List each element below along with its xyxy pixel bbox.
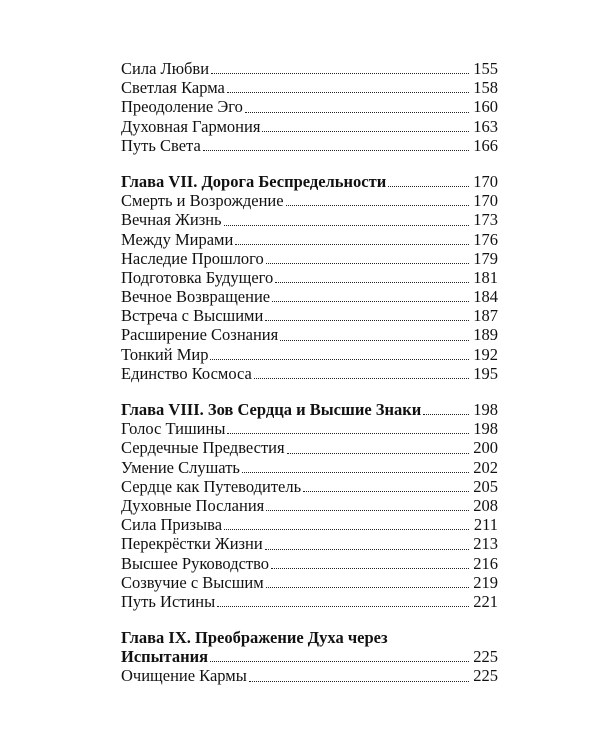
chapter-heading <box>121 172 498 191</box>
toc-entry-title: Духовные Послания <box>121 495 265 515</box>
toc-entry-page: 160 <box>473 97 498 117</box>
dot-leader <box>224 528 469 530</box>
section-gap <box>121 155 498 172</box>
toc-entry-title: Путь Света <box>121 135 201 155</box>
chapter-title-line1: Глава IX. Преображение Духа через <box>121 628 388 648</box>
dot-leader <box>235 243 469 245</box>
chapter-heading <box>121 628 498 666</box>
toc-entry-title: Высшее Руководство <box>121 553 270 573</box>
toc-entry <box>121 191 498 210</box>
toc-entry-title: Очищение Кармы <box>121 666 247 686</box>
toc-entry-page: 170 <box>473 191 498 211</box>
toc-entry <box>121 458 498 477</box>
toc-entry-title: Смерть и Возрождение <box>121 191 284 211</box>
toc-entry <box>121 666 498 685</box>
dot-leader <box>266 262 469 264</box>
dot-leader <box>271 567 469 569</box>
toc-entry-title: Голос Тишины <box>121 419 226 439</box>
dot-leader <box>227 91 469 93</box>
toc-entry <box>121 230 498 249</box>
toc-entry-title: Созвучие с Высшим <box>121 572 264 592</box>
toc-entry-page: 173 <box>473 210 498 230</box>
toc-entry <box>121 136 498 155</box>
toc-entry-title: Умение Слушать <box>121 457 240 477</box>
toc-entry-page: 216 <box>473 553 498 573</box>
toc-entry <box>121 496 498 515</box>
toc-entry-page: 195 <box>473 363 498 383</box>
chapter-page: 170 <box>473 171 498 191</box>
table-of-contents <box>121 59 498 686</box>
toc-entry-title: Сердечные Предвестия <box>121 438 285 458</box>
toc-entry-title: Вечное Возвращение <box>121 287 271 307</box>
toc-entry <box>121 59 498 78</box>
toc-entry <box>121 515 498 534</box>
toc-entry-page: 176 <box>473 229 498 249</box>
dot-leader <box>423 413 469 415</box>
toc-entry <box>121 210 498 229</box>
dot-leader <box>266 509 469 511</box>
toc-entry-title: Вечная Жизнь <box>121 210 222 230</box>
toc-entry-page: 163 <box>473 116 498 136</box>
dot-leader <box>265 548 469 550</box>
dot-leader <box>275 281 469 283</box>
toc-entry <box>121 573 498 592</box>
toc-entry-page: 189 <box>473 325 498 345</box>
dot-leader <box>272 300 469 302</box>
toc-entry-title: Сила Любви <box>121 59 210 78</box>
dot-leader <box>203 149 469 151</box>
toc-entry-page: 158 <box>473 78 498 98</box>
dot-leader <box>245 111 469 113</box>
dot-leader <box>224 224 469 226</box>
toc-entry-title: Расширение Сознания <box>121 325 279 345</box>
dot-leader <box>210 358 469 360</box>
toc-entry-title: Путь Истины <box>121 591 216 611</box>
toc-entry-title: Подготовка Будущего <box>121 267 274 287</box>
chapter-page: 198 <box>473 400 498 419</box>
dot-leader <box>265 319 469 321</box>
toc-entry <box>121 268 498 287</box>
toc-entry-title: Встреча с Высшими <box>121 306 264 326</box>
dot-leader <box>211 72 469 74</box>
toc-entry <box>121 287 498 306</box>
toc-entry <box>121 438 498 457</box>
toc-entry-page: 208 <box>473 495 498 515</box>
toc-entry-title: Наследие Прошлого <box>121 248 264 268</box>
toc-entry-page: 166 <box>473 135 498 155</box>
toc-entry <box>121 477 498 496</box>
toc-entry-page: 221 <box>473 591 498 611</box>
dot-leader <box>227 432 469 434</box>
dot-leader <box>217 605 469 607</box>
toc-entry-title: Светлая Карма <box>121 78 225 98</box>
toc-entry <box>121 78 498 97</box>
toc-entry-title: Духовная Гармония <box>121 116 261 136</box>
chapter-heading-line2 <box>121 647 498 666</box>
toc-entry <box>121 592 498 611</box>
dot-leader <box>266 586 469 588</box>
toc-entry <box>121 325 498 344</box>
dot-leader <box>280 339 469 341</box>
toc-entry-page: 187 <box>473 306 498 326</box>
toc-entry-page: 179 <box>473 248 498 268</box>
toc-entry-page: 181 <box>473 267 498 287</box>
dot-leader <box>249 680 469 682</box>
toc-entry <box>121 419 498 438</box>
chapter-title: Глава VIII. Зов Сердца и Высшие Знаки <box>121 400 422 419</box>
chapter-title-line2: Испытания <box>121 647 209 667</box>
chapter-title: Глава VII. Дорога Беспредельности <box>121 171 387 191</box>
dot-leader <box>388 185 469 187</box>
dot-leader <box>286 204 469 206</box>
toc-entry-page: 155 <box>473 59 498 78</box>
toc-entry-page: 184 <box>473 287 498 307</box>
toc-entry-title: Тонкий Мир <box>121 344 209 364</box>
toc-entry-page: 213 <box>473 534 498 554</box>
toc-entry <box>121 249 498 268</box>
toc-entry-title: Между Мирами <box>121 229 234 249</box>
toc-entry <box>121 345 498 364</box>
toc-entry-title: Сила Призыва <box>121 515 223 535</box>
dot-leader <box>262 130 469 132</box>
dot-leader <box>210 660 469 662</box>
toc-entry-page: 198 <box>473 419 498 439</box>
toc-entry-page: 211 <box>473 515 498 535</box>
toc-entry-title: Перекрёстки Жизни <box>121 534 263 554</box>
section-gap <box>121 611 498 628</box>
toc-entry <box>121 117 498 136</box>
section-gap <box>121 383 498 400</box>
toc-entry-page: 225 <box>473 666 498 686</box>
toc-entry-page: 219 <box>473 572 498 592</box>
toc-entry-page: 202 <box>473 457 498 477</box>
toc-entry-title: Единство Космоса <box>121 363 252 383</box>
dot-leader <box>287 452 469 454</box>
dot-leader <box>303 490 469 492</box>
dot-leader <box>242 471 469 473</box>
toc-entry-page: 192 <box>473 344 498 364</box>
toc-entry-page: 205 <box>473 476 498 496</box>
toc-entry-page: 200 <box>473 438 498 458</box>
chapter-heading <box>121 400 498 419</box>
toc-entry <box>121 97 498 116</box>
toc-entry <box>121 534 498 553</box>
toc-entry-title: Преодоление Эго <box>121 97 243 117</box>
chapter-page: 225 <box>473 647 498 667</box>
toc-entry-title: Сердце как Путеводитель <box>121 476 302 496</box>
toc-entry <box>121 554 498 573</box>
dot-leader <box>254 377 469 379</box>
toc-entry <box>121 364 498 383</box>
toc-entry <box>121 306 498 325</box>
